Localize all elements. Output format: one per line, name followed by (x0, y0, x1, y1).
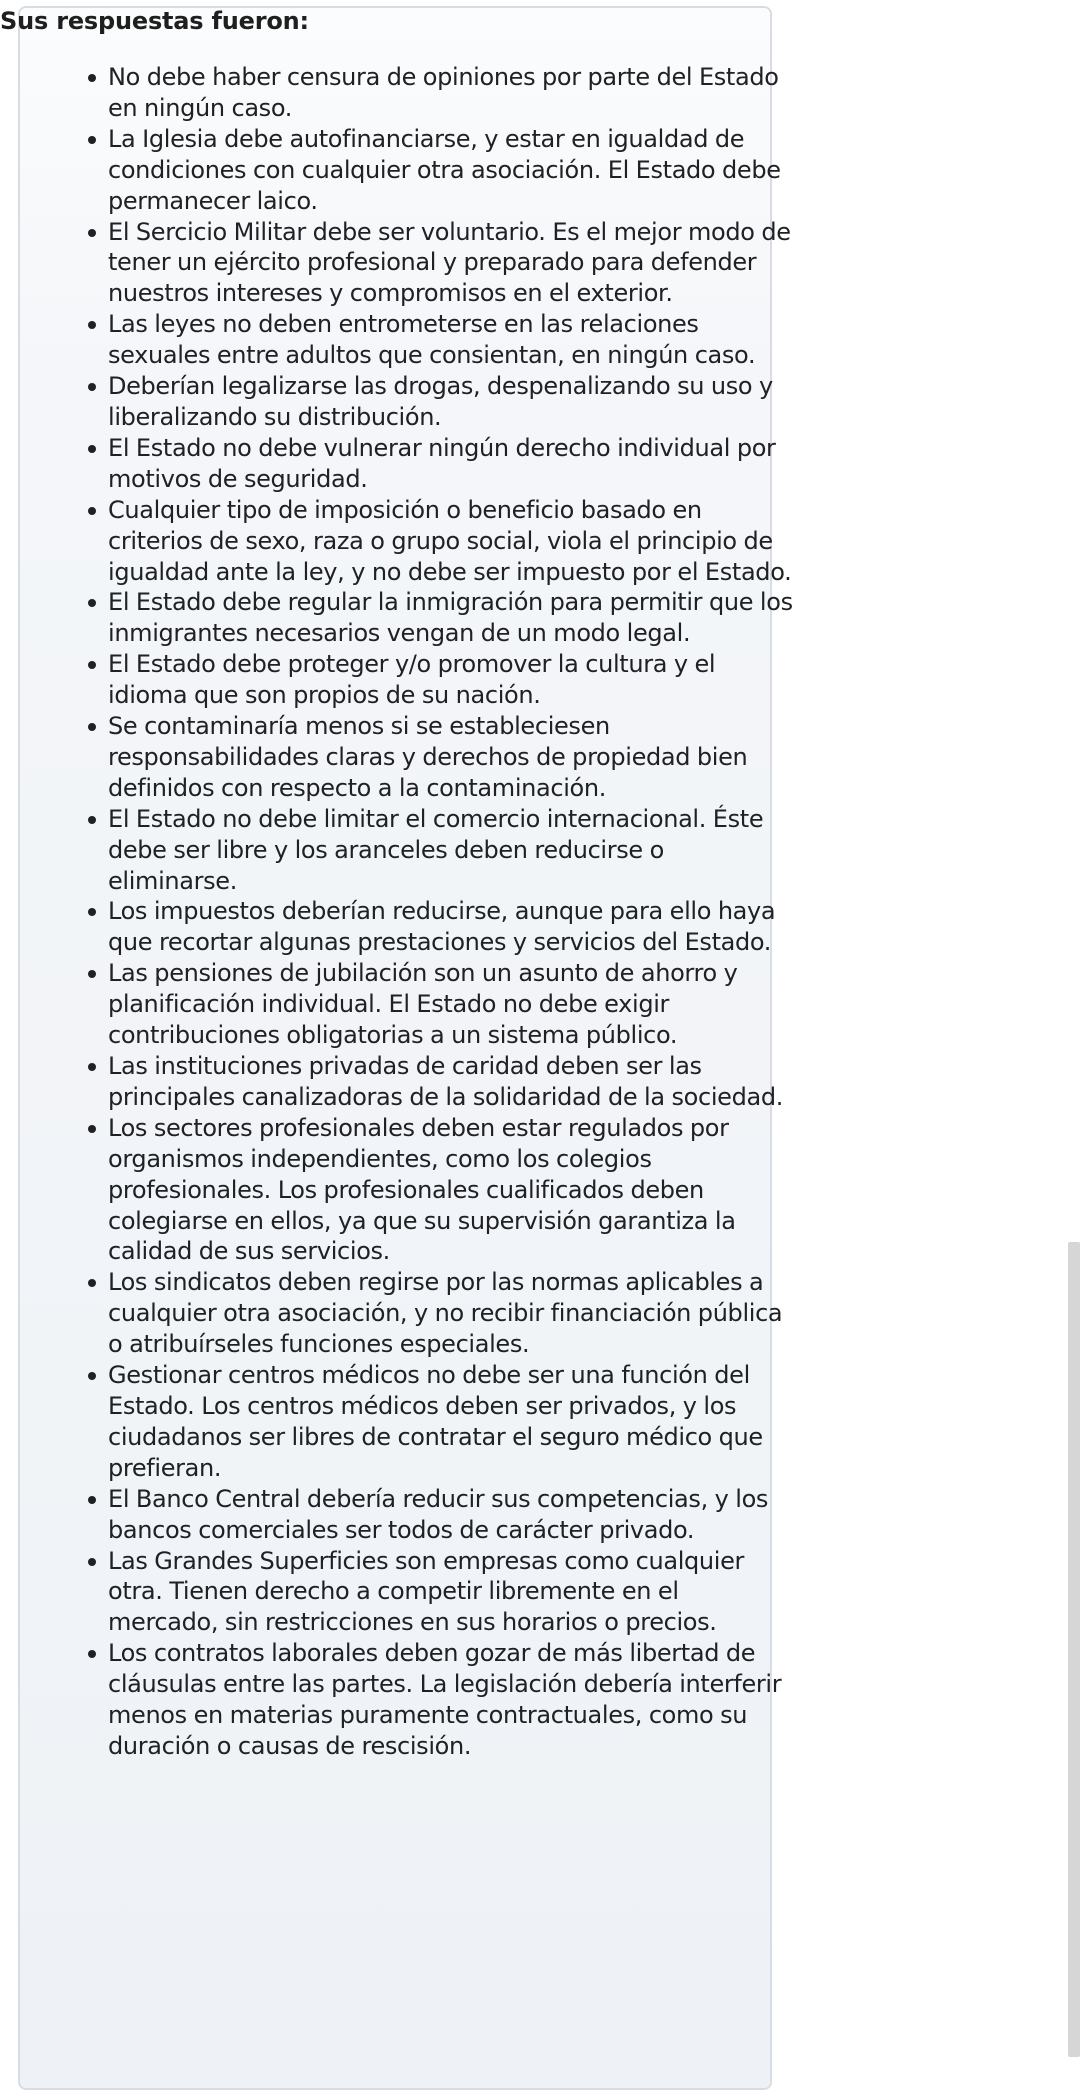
answers-heading: Sus respuestas fueron: (0, 7, 309, 35)
answer-item: Deberían legalizarse las drogas, despenalizando su uso y liberalizando su distribución. (108, 371, 794, 433)
answer-item: El Banco Central debería reducir sus competencias, y los bancos comerciales ser todos de carácter privado. (108, 1484, 794, 1546)
answer-item: El Estado debe regular la inmigración para permitir que los inmigrantes necesarios vengan de un modo legal. (108, 588, 793, 648)
answer-item: Los impuestos deberían reducirse, aunque para ello haya que recortar algunas prestaciones y servicios del Estado. (108, 896, 794, 958)
answer-item: Las pensiones de jubilación son un asunto de ahorro y planificación individual. El Estado no debe exigir contribuciones obligatorias a un sistema público. (108, 958, 794, 1051)
answer-item: Las Grandes Superficies son empresas como cualquier otra. Tienen derecho a competir libremente en el mercado, sin restricciones en sus horarios o precios. (108, 1546, 794, 1639)
answers-list (88, 62, 794, 1762)
answer-item: Los sindicatos deben regirse por las normas aplicables a cualquier otra asociación, y no recibir financiación pública o atribuírseles funciones especiales. (108, 1267, 794, 1360)
answer-item: Los sectores profesionales deben estar regulados por organismos independientes, como los colegios profesionales. Los profesionales cualificados deben colegiarse en ellos, ya que su supervisión garantiza la calidad de sus servicios. (108, 1113, 794, 1268)
answer-item: La Iglesia debe autofinanciarse, y estar en igualdad de condiciones con cualquier otra asociación. El Estado debe permanecer laico. (108, 124, 794, 217)
answer-item: Las leyes no deben entrometerse en las relaciones sexuales entre adultos que consientan, en ningún caso. (108, 309, 794, 371)
answer-item: El Estado no debe vulnerar ningún derecho individual por motivos de seguridad. (108, 433, 794, 495)
answer-item: El Sercicio Militar debe ser voluntario. Es el mejor modo de tener un ejército profesional y preparado para defender nuestros intereses y compromisos en el exterior. (108, 217, 794, 310)
answer-item: Cualquier tipo de imposición o beneficio basado en criterios de sexo, raza o grupo social, viola el principio de igualdad ante la ley, y no debe ser impuesto por el Estado. (108, 495, 794, 588)
answer-item: El Estado no debe limitar el comercio internacional. Éste debe ser libre y los aranceles deben reducirse o eliminarse. (108, 804, 794, 897)
answer-item: Gestionar centros médicos no debe ser una función del Estado. Los centros médicos deben ser privados, y los ciudadanos ser libres de contratar el seguro médico que prefieran. (108, 1360, 794, 1484)
scrollbar[interactable] (1068, 1242, 1080, 2057)
answer-item: Las instituciones privadas de caridad deben ser las principales canalizadoras de la solidaridad de la sociedad. (108, 1051, 794, 1113)
answer-item: Se contaminaría menos si se estableciesen responsabilidades claras y derechos de propiedad bien definidos con respecto a la contaminación. (108, 711, 794, 804)
answer-item: No debe haber censura de opiniones por parte del Estado en ningún caso. (108, 62, 794, 124)
answer-item: El Estado debe proteger y/o promover la cultura y el idioma que son propios de su nación. (108, 649, 794, 711)
answer-item: Los contratos laborales deben gozar de más libertad de cláusulas entre las partes. La legislación debería interferir menos en materias puramente contractuales, como su duración o causas de rescisión. (108, 1638, 794, 1762)
